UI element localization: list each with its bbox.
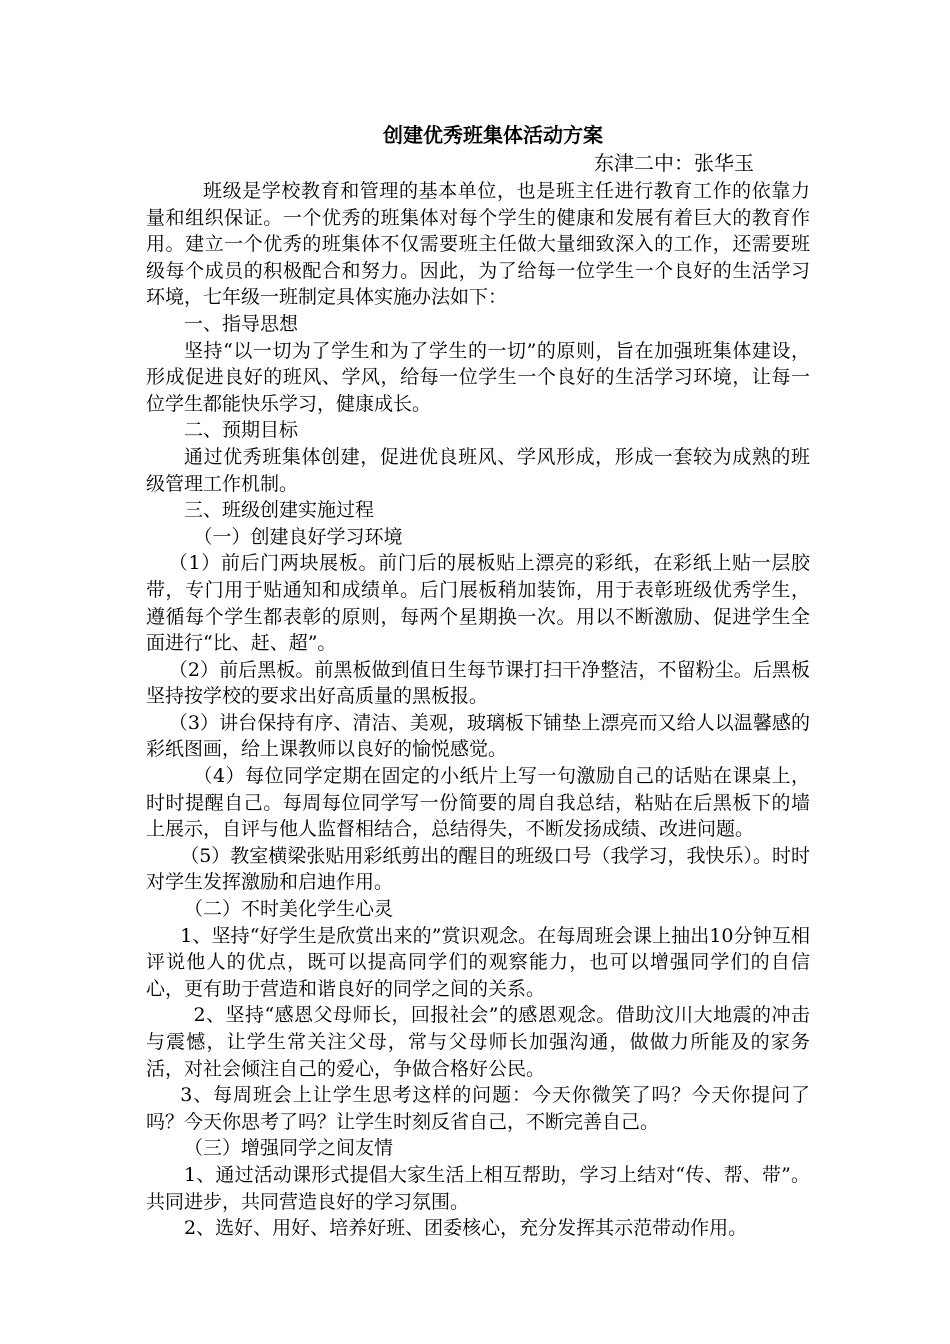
intro-paragraph: 班级是学校教育和管理的基本单位，也是班主任进行教育工作的依靠力量和组织保证。一个优秀的班集体对每个学生的健康和发展有着巨大的教育作用。建立一个优秀的班集体不仅需要班主任做大量细致深入的工作，还需要班级每个成员的积极配合和努力。因此，为了给每一位学生一个良好的生活学习环境，七年级一班制定具体实施办法如下： (146, 180, 810, 309)
document-author: 东津二中：张华玉 (594, 151, 754, 175)
document-title: 创建优秀班集体活动方案 (383, 123, 603, 147)
list-item: 2、坚持“感恩父母师长，回报社会”的感恩观念。借助汶川大地震的冲击与震憾，让学生常关注父母，常与父母师长加强沟通，做做力所能及的家务活，对社会倾注自己的爱心，争做合格好公民。 (146, 1004, 810, 1080)
list-item: （2）前后黑板。前黑板做到值日生每节课打扫干净整洁，不留粉尘。后黑板坚持按学校的要求出好高质量的黑板报。 (146, 658, 810, 708)
list-item: 1、通过活动课形式提倡大家生活上相互帮助，学习上结对“传、帮、带”。共同进步，共同营造良好的学习氛围。 (146, 1163, 810, 1213)
list-item: （1）前后门两块展板。前门后的展板贴上漂亮的彩纸，在彩纸上贴一层胶带，专门用于贴通知和成绩单。后门展板稍加装饰，用于表彰班级优秀学生，遵循每个学生都表彰的原则，每两个星期换一次。用以不断激励、促进学生全面进行“比、赶、超”。 (146, 552, 810, 655)
paragraph: 通过优秀班集体创建，促进优良班风、学风形成，形成一套较为成熟的班级管理工作机制。 (146, 445, 810, 495)
paragraph: 坚持“以一切为了学生和为了学生的一切”的原则，旨在加强班集体建设，形成促进良好的班风、学风，给每一位学生一个良好的生活学习环境，让每一位学生都能快乐学习，健康成长。 (146, 339, 810, 415)
document-page (146, 118, 810, 1242)
list-item: 3、每周班会上让学生思考这样的问题：今天你微笑了吗？今天你提问了吗？今天你思考了吗？让学生时刻反省自己，不断完善自己。 (146, 1084, 810, 1133)
list-item: （4）每位同学定期在固定的小纸片上写一句激励自己的话贴在课桌上，时时提醒自己。每周每位同学写一份简要的周自我总结，粘贴在后黑板下的墙上展示，自评与他人监督相结合，总结得失，不断发扬成绩、改进问题。 (146, 765, 810, 841)
subsection-heading: （一）创建良好学习环境 (193, 525, 403, 548)
list-item: 2、选好、用好、培养好班、团委核心，充分发挥其示范带动作用。 (184, 1217, 748, 1240)
list-item: 1、坚持“好学生是欣赏出来的”赏识观念。在每周班会课上抽出10分钟互相评说他人的优点，既可以提高同学们的观察能力，也可以增强同学们的自信心，更有助于营造和谐良好的同学之间的关系。 (146, 924, 810, 1000)
section-heading-2: 二、预期目标 (184, 419, 299, 442)
list-item: （3）讲台保持有序、清洁、美观，玻璃板下铺垫上漂亮而又给人以温馨感的彩纸图画，给上课教师以良好的愉悦感觉。 (146, 711, 810, 761)
section-heading-3: 三、班级创建实施过程 (184, 499, 375, 522)
section-heading-1: 一、指导思想 (184, 312, 299, 335)
list-item: （5）教室横梁张贴用彩纸剪出的醒目的班级口号（我学习，我快乐）。时时对学生发挥激励和启迪作用。 (146, 844, 810, 894)
subsection-heading: （二）不时美化学生心灵 (184, 898, 394, 921)
subsection-heading: （三）增强同学之间友情 (184, 1137, 394, 1160)
